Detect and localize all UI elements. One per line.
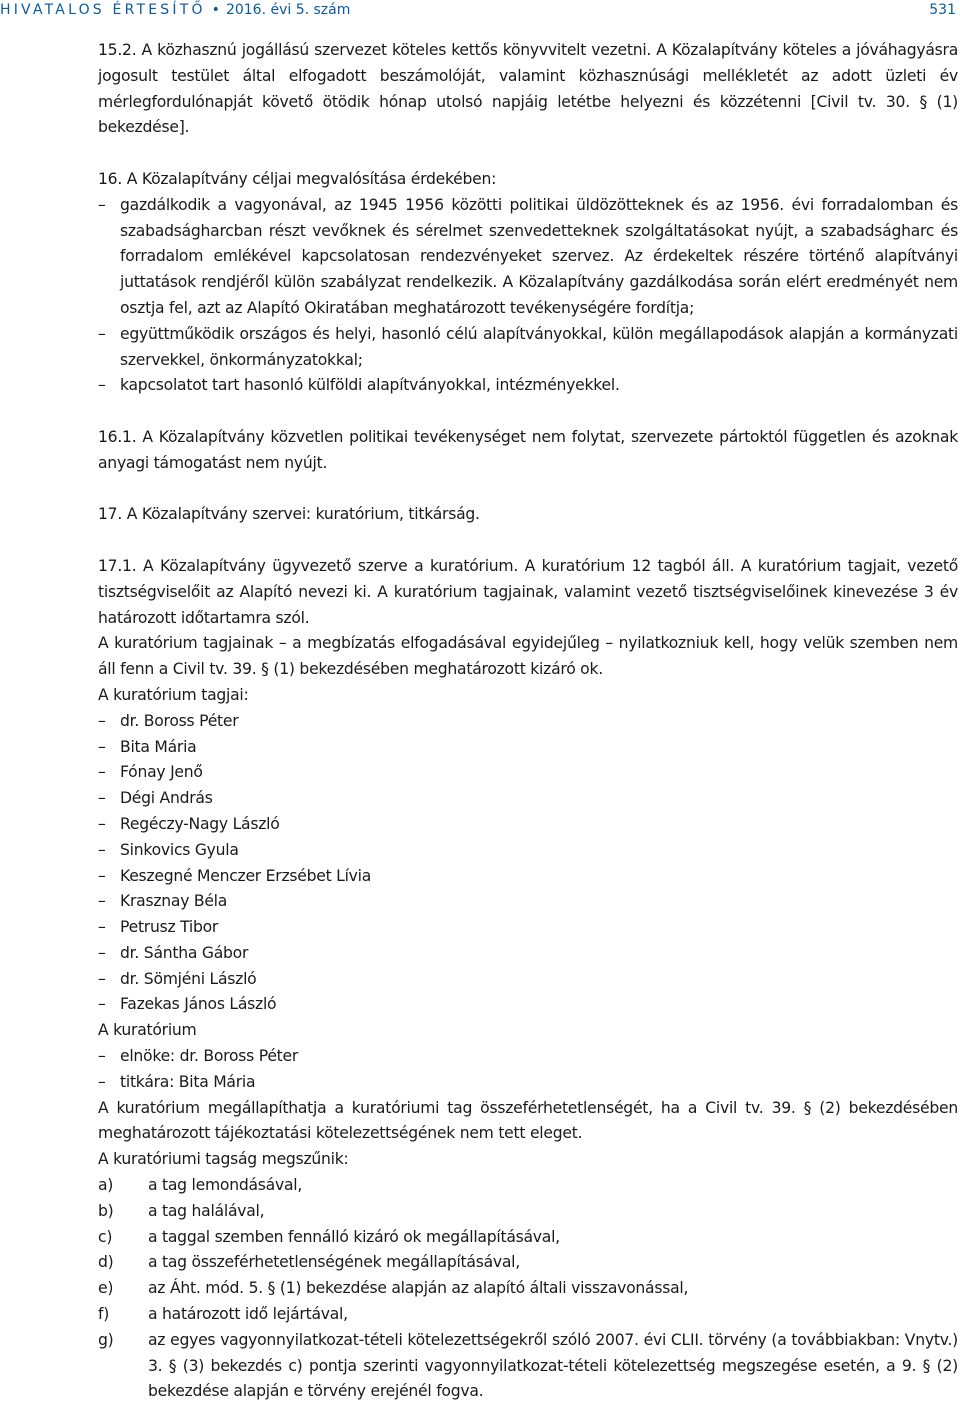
item-letter: c): [98, 1227, 113, 1246]
members-title: A kuratórium tagjai:: [98, 685, 249, 704]
item-letter: e): [98, 1279, 114, 1298]
member-item: – Krasznay Béla: [98, 889, 958, 915]
termination-item: [98, 1225, 958, 1251]
spacer: [98, 477, 958, 503]
termination-item: [98, 1302, 958, 1328]
header-bullet: •: [211, 2, 220, 18]
officer-item: – elnöke: dr. Boross Péter: [98, 1044, 958, 1070]
termination-item: [98, 1328, 958, 1405]
page-number: 531: [929, 2, 956, 18]
running-header: [0, 0, 960, 20]
member-item: – dr. Sántha Gábor: [98, 941, 958, 967]
section-17-1-para-2: A kuratórium tagjainak – a megbízatás elfogadásával egyidejűleg – nyilatkozniuk kell, hogy velük szemben nem áll fenn a Civil tv. 39. § (1) bekezdésében meghatározott kizáró ok.: [98, 634, 958, 679]
member-item: – Fónay Jenő: [98, 760, 958, 786]
spacer: [98, 141, 958, 167]
section-16-item-1: – gazdálkodik a vagyonával, az 1945 1956 közötti politikai üldözötteknek és az 1956. évi forradalomban és szabadságharcban részt vevőknek és sérelmet szenvedetteknek szolgáltatásokat nyújt, a szabadságharc és forradalom emlékével kapcsolatosan rendezvényeket szervez. Az érdekeltek részére történő alapítványi juttatások rendjéről külön szabályzat rendelkezik. A Közalapítvány gazdálkodása során elért eredményét nem osztja fel, azt az Alapító Okiratában meghatározott tevékenységére fordítja;: [98, 193, 958, 322]
item-text: a határozott idő lejártával,: [148, 1305, 348, 1324]
section-17-1-para-3: A kuratórium megállapíthatja a kuratóriumi tag összeférhetetlenségét, ha a Civil tv. 39. § (2) bekezdésében meghatározott tájékoztatási kötelezettségének nem tett eleget.: [98, 1098, 958, 1143]
item-text: az Áht. mód. 5. § (1) bekezdése alapján az alapító általi visszavonással,: [148, 1279, 689, 1298]
issue-label: 2016. évi 5. szám: [225, 2, 351, 18]
section-16-item-3: – kapcsolatot tart hasonló külföldi alapítványokkal, intézményekkel.: [98, 373, 958, 399]
member-item: – Regéczy-Nagy László: [98, 812, 958, 838]
member-item: – Keszegné Menczer Erzsébet Lívia: [98, 864, 958, 890]
item-letter: a): [98, 1176, 114, 1195]
member-item: – Sinkovics Gyula: [98, 838, 958, 864]
termination-item: [98, 1173, 958, 1199]
section-17-1-para-1: 17.1. A Közalapítvány ügyvezető szerve a kuratórium. A kuratórium 12 tagból áll. A kuratórium tagjait, vezető tisztségviselőit az Alapító nevezi ki. A kuratórium tagjainak, valamint vezető tisztségviselőinek kinevezése 3 év határozott időtartamra szól.: [98, 556, 958, 627]
termination-title: A kuratóriumi tagság megszűnik:: [98, 1150, 349, 1169]
section-16-title: 16. A Közalapítvány céljai megvalósítása érdekében:: [98, 169, 497, 188]
item-text: a tag lemondásával,: [148, 1176, 303, 1195]
termination-item: [98, 1276, 958, 1302]
document-body: [98, 38, 958, 1405]
journal-title: HIVATALOS ÉRTESÍTŐ: [0, 2, 206, 18]
item-text: a taggal szemben fennálló kizáró ok megállapításával,: [148, 1227, 560, 1246]
termination-item: [98, 1250, 958, 1276]
spacer: [98, 528, 958, 554]
item-text: a tag összeférhetetlenségének megállapításával,: [148, 1253, 520, 1272]
item-text: a tag halálával,: [148, 1201, 265, 1220]
item-letter: d): [98, 1253, 114, 1272]
officer-item: – titkára: Bita Mária: [98, 1070, 958, 1096]
item-text: az egyes vagyonnyilatkozat-tételi kötelezettségekről szóló 2007. évi CLII. törvény (a továbbiakban: Vnytv.) 3. § (3) bekezdés c) pontja szerinti vagyonnyilatkozat-tételi kötelezettség megszegése esetén, a 9. § (2) bekezdése alapján e törvény erejénél fogva.: [148, 1330, 958, 1401]
section-17: 17. A Közalapítvány szervei: kuratórium, titkárság.: [98, 505, 480, 524]
termination-item: [98, 1199, 958, 1225]
item-letter: g): [98, 1330, 114, 1349]
member-item: – Bita Mária: [98, 735, 958, 761]
member-item: – Petrusz Tibor: [98, 915, 958, 941]
section-16-1: 16.1. A Közalapítvány közvetlen politikai tevékenységet nem folytat, szervezete pártoktól független és azoknak anyagi támogatást nem nyújt.: [98, 427, 958, 472]
spacer: [98, 399, 958, 425]
section-15-2: 15.2. A közhasznú jogállású szervezet köteles kettős könyvvitelt vezetni. A Közalapítvány köteles a jóváhagyásra jogosult testület által elfogadott beszámolóját, valamint közhasznúsági mellékletét az adott üzleti év mérlegfordulónapját követő ötödik hónap utolsó napjáig letétbe helyezni és közzétenni [Civil tv. 30. § (1) bekezdése].: [98, 41, 958, 137]
item-letter: b): [98, 1201, 114, 1220]
officers-title: A kuratórium: [98, 1021, 197, 1040]
item-letter: f): [98, 1305, 110, 1324]
member-item: – Fazekas János László: [98, 992, 958, 1018]
section-16-item-2: – együttműködik országos és helyi, hasonló célú alapítványokkal, külön megállapodások alapján a kormányzati szervekkel, önkormányzatokkal;: [98, 322, 958, 374]
member-item: – dr. Boross Péter: [98, 709, 958, 735]
member-item: – dr. Sömjéni László: [98, 967, 958, 993]
member-item: – Dégi András: [98, 786, 958, 812]
